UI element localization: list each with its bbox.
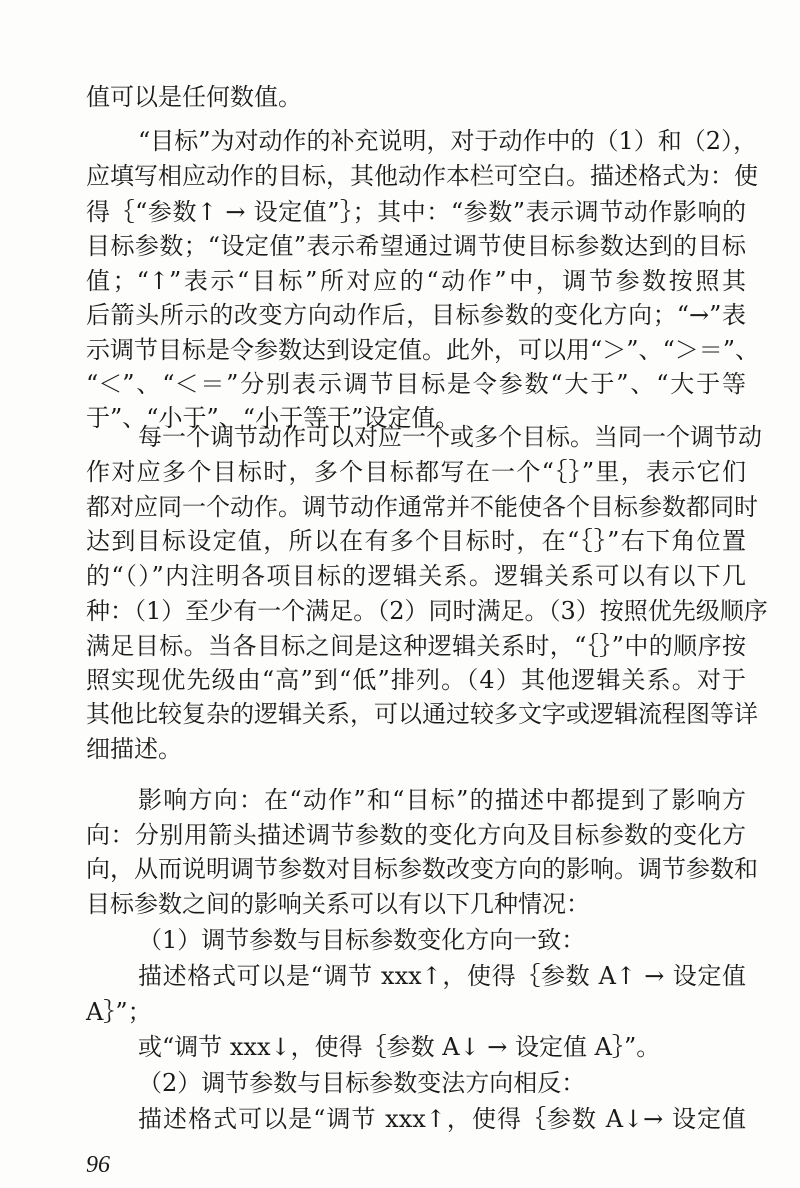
text-line: 或“调节 xxx↓，使得｛参数 A↓ → 设定值 A｝”。: [138, 1033, 661, 1061]
text-line: 应填写相应动作的目标，其他动作本栏可空白。描述格式为：使: [86, 162, 758, 190]
text-line: 满足目标。当各目标之间是这种逻辑关系时，“｛｝”中的顺序按: [86, 632, 746, 660]
text-line: （2）调节参数与目标参数变法方向相反：: [138, 1069, 586, 1097]
text-line: 其他比较复杂的逻辑关系，可以通过较多文字或逻辑流程图等详: [86, 700, 758, 728]
text-line: 影响方向：在“动作”和“目标”的描述中都提到了影响方: [138, 786, 746, 814]
text-line: A｝”；: [86, 998, 152, 1026]
text-line: 向，从而说明调节参数对目标参数改变方向的影响。调节参数和: [86, 855, 758, 883]
text-line: 示调节目标是令参数达到设定值。此外，可以用“＞”、“＞＝”、: [86, 336, 760, 364]
text-line: 值可以是任何数值。: [86, 83, 302, 111]
text-line: 目标参数之间的影响关系可以有以下几种情况：: [86, 890, 590, 918]
text-line: “目标”为对动作的补充说明，对于动作中的（1）和（2），: [138, 127, 758, 155]
text-line: 作对应多个目标时，多个目标都写在一个“｛｝”里，表示它们: [86, 458, 746, 486]
text-line: 每一个调节动作可以对应一个或多个目标。当同一个调节动: [138, 423, 762, 451]
text-line: 种：（1）至少有一个满足。（2）同时满足。（3）按照优先级顺序: [86, 597, 768, 625]
text-line: （1）调节参数与目标参数变化方向一致：: [138, 926, 586, 954]
text-line: 后箭头所示的改变方向动作后，目标参数的变化方向；“→”表: [86, 301, 746, 329]
text-line: 向：分别用箭头描述调节参数的变化方向及目标参数的变化方: [86, 821, 746, 849]
text-line: 都对应同一个动作。调节动作通常并不能使各个目标参数都同时: [86, 493, 758, 521]
text-line: 描述格式可以是“调节 xxx↑，使得｛参数 A↓→ 设定值: [138, 1105, 746, 1133]
text-line: “＜”、“＜＝”分别表示调节目标是令参数“大于”、“大于等: [86, 370, 746, 398]
text-line: 描述格式可以是“调节 xxx↑，使得｛参数 A↑ → 设定值: [138, 962, 746, 990]
text-line: 细描述。: [86, 735, 182, 763]
text-line: 于”、“小于”、“小于等于”设定值。: [86, 404, 460, 432]
text-line: 照实现优先级由“高”到“低”排列。（4）其他逻辑关系。对于: [86, 666, 746, 694]
text-line: 得｛“参数↑ → 设定值”｝；其中：“参数”表示调节动作影响的: [86, 198, 746, 226]
text-line: 目标参数；“设定值”表示希望通过调节使目标参数达到的目标: [86, 232, 746, 260]
page-number: 96: [86, 1152, 110, 1178]
text-line: 达到目标设定值，所以在有多个目标时，在“｛｝”右下角位置: [86, 527, 746, 555]
text-line: 值；“↑”表示“目标”所对应的“动作”中，调节参数按照其: [86, 267, 746, 295]
text-line: 的“（）”内注明各项目标的逻辑关系。逻辑关系可以有以下几: [86, 562, 746, 590]
